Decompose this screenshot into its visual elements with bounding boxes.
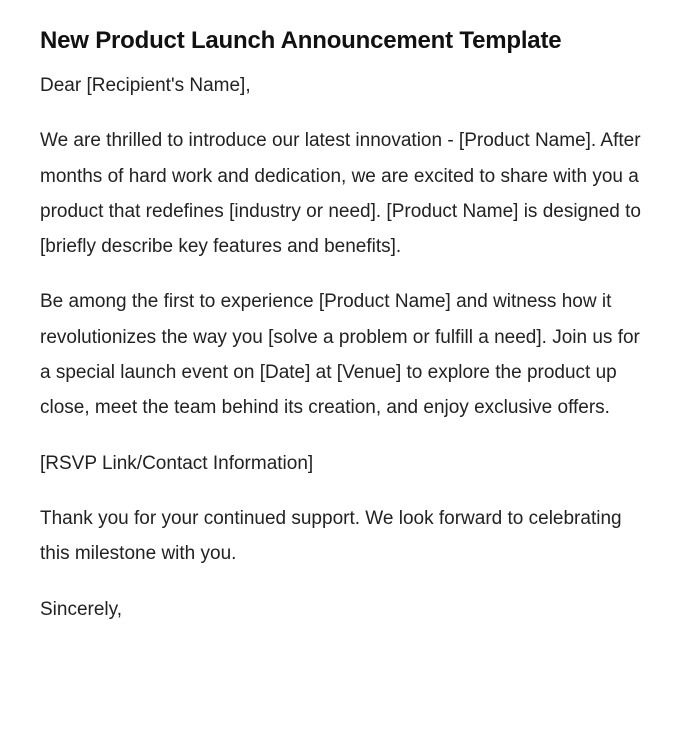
rsvp-placeholder: [RSVP Link/Contact Information] — [40, 452, 314, 474]
thank-you-paragraph: Thank you for your continued support. We look forward to celebrating this milestone with you. — [40, 507, 622, 565]
event-paragraph: Be among the first to experience [Product Name] and witness how it revolutionizes the way you [solve a problem or fulfill a need]. Join us for a special launch event on [Date] at [Venue] to explore the product up close, meet the team behind its creation, and enjoy exclusive offers. — [40, 291, 640, 419]
greeting-line: Dear [Recipient's Name], — [40, 75, 251, 96]
intro-paragraph: We are thrilled to introduce our latest innovation - [Product Name]. After months of hard work and dedication, we are excited to share with you a product that redefines [industry or need]. [Product Name] is designed to [briefly describe key features and benefits]. — [40, 130, 641, 258]
closing-line: Sincerely, — [40, 598, 123, 620]
document-title: New Product Launch Announcement Template — [40, 27, 562, 54]
